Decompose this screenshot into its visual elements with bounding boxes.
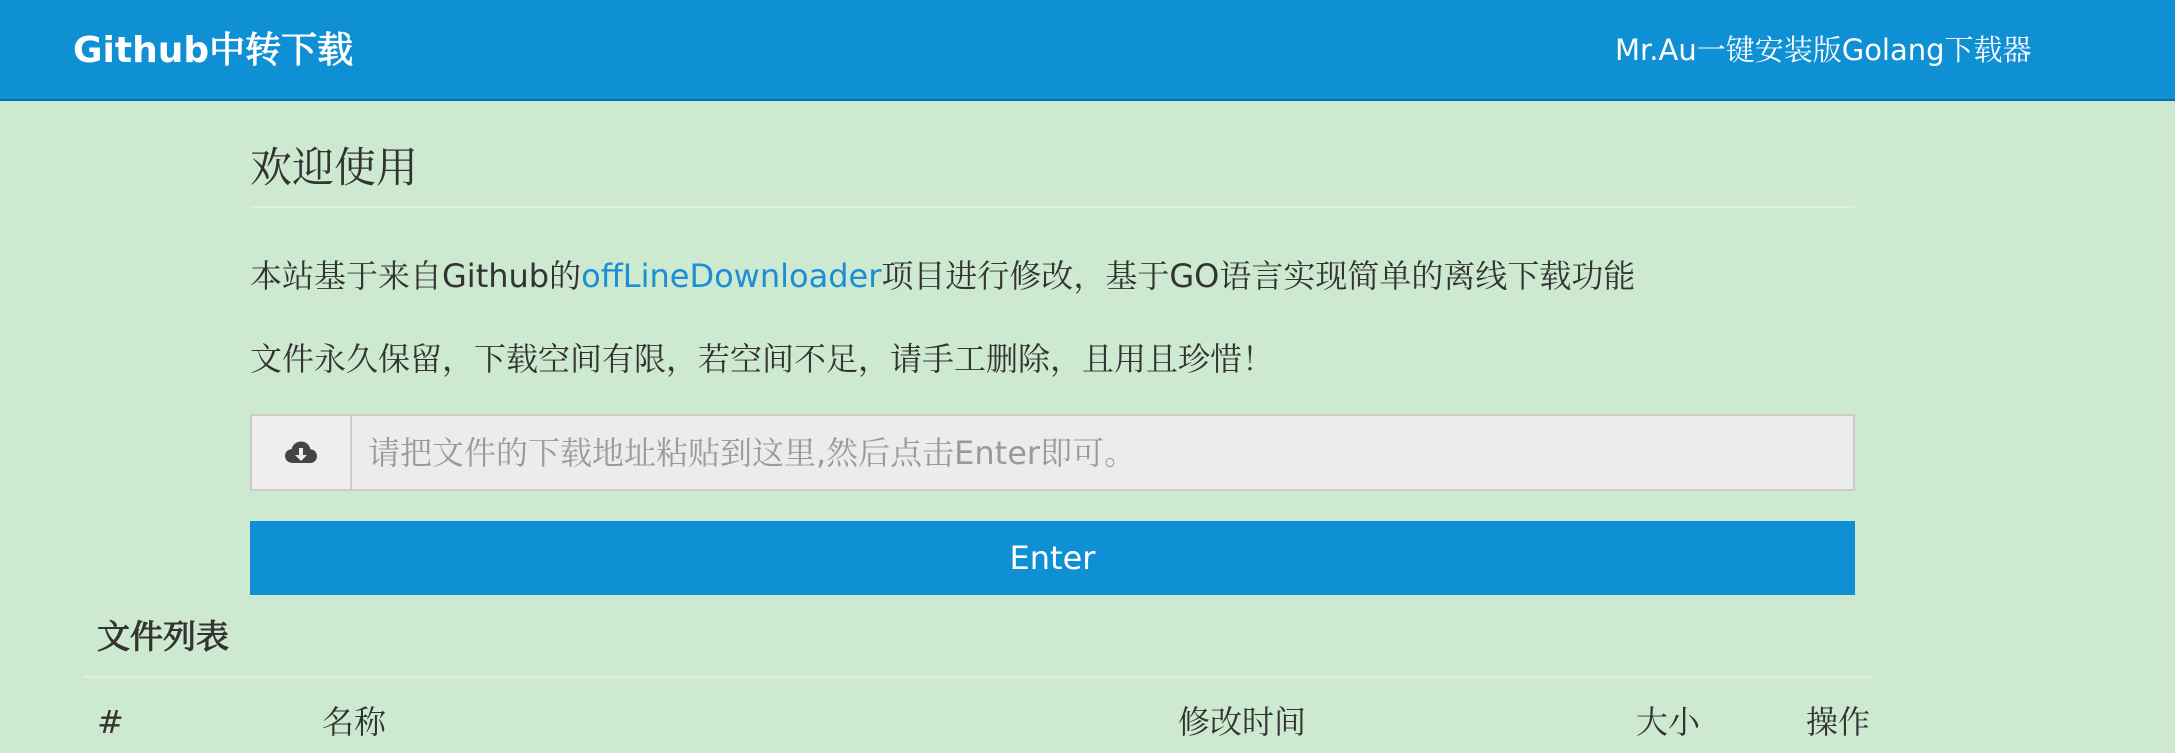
column-header-size: 大小 — [1636, 703, 1701, 741]
enter-button[interactable]: Enter — [250, 521, 1855, 595]
description-suffix: 项目进行修改，基于GO语言实现简单的离线下载功能 — [881, 257, 1636, 295]
column-header-index: # — [97, 703, 124, 741]
column-header-name: 名称 — [322, 703, 387, 741]
page-title: 欢迎使用 — [250, 143, 419, 192]
divider — [84, 676, 1874, 678]
download-url-input[interactable] — [352, 416, 1853, 489]
cloud-download-icon — [252, 416, 352, 489]
column-header-actions: 操作 — [1806, 703, 1871, 741]
description-text — [250, 254, 1635, 298]
nav-link-golang-downloader[interactable]: Mr.Au一键安装版Golang下载器 — [1615, 33, 2032, 67]
notice-text: 文件永久保留，下载空间有限，若空间不足，请手工删除，且用且珍惜！ — [250, 340, 1275, 378]
file-list-title: 文件列表 — [97, 617, 229, 656]
navbar — [0, 0, 2175, 101]
description-prefix: 本站基于来自Github的 — [250, 257, 582, 295]
column-header-modified-time: 修改时间 — [1178, 703, 1307, 741]
download-url-group — [250, 414, 1855, 491]
brand-title[interactable]: Github中转下载 — [73, 30, 354, 71]
offline-downloader-link[interactable]: offLineDownloader — [581, 257, 882, 295]
divider — [250, 206, 1855, 208]
